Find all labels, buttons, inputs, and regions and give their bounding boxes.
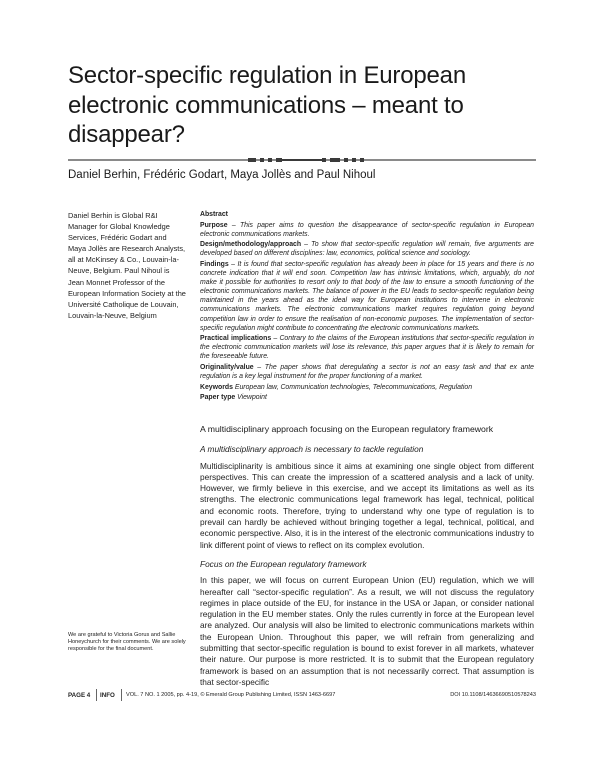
- footer-divider: [121, 689, 122, 701]
- keywords-text: European law, Communication technologies, Telecommunications, Regulation: [232, 383, 473, 391]
- abstract-block: [200, 210, 534, 404]
- page-number: PAGE 4: [68, 692, 91, 699]
- paper-title: Sector-specific regulation in European electronic communications – meant to disappear?: [68, 62, 466, 148]
- practical-text: – Contrary to the claims of the European institutions that sector-specific regulation in the electronic communication markets will lose its relevance, this paper argues that it is likely to remain for the foreseeable future.: [200, 335, 534, 361]
- purpose-label: Purpose: [200, 221, 228, 229]
- subsection-heading-2: Focus on the European regulatory framework: [200, 558, 367, 569]
- design-label: Design/methodology/approach: [200, 241, 302, 249]
- subsection-heading-1: A multidisciplinary approach is necessary to tackle regulation: [200, 444, 424, 455]
- design-text: – To show that sector-specific regulation will remain, five arguments are developed based on different disciplines: law, economics, political science and sociology.: [200, 241, 534, 258]
- page-footer: [68, 692, 536, 704]
- section-heading: A multidisciplinary approach focusing on the European regulatory framework: [200, 424, 494, 434]
- body-paragraph-1: Multidisciplinarity is ambitious since it aims at examining one single object from different perspectives. This can create the impression of a scattered analysis and a lack of unity. However, we firmly believe in this exercise, and we accept its limitations as well as its strengths. The electronic communications legal framework has legal, technical, political and economic roots. Therefore, trying to understand why one type of regulation is to prevail can hardly be achieved without bringing together a legal, technical, political, and economic perspective. Also, it is in the interest of the electronic communications industry to link different point of views to reflect on its complex evolution.: [200, 460, 534, 550]
- practical-label: Practical implications: [200, 335, 272, 343]
- findings-label: Findings: [200, 260, 229, 268]
- journal-name: INFO: [100, 692, 115, 699]
- author-list: Daniel Berhin, Frédéric Godart, Maya Jollès and Paul Nihoul: [68, 169, 376, 181]
- footer-divider: [96, 689, 97, 701]
- author-bio: Daniel Berhin is Global R&I Manager for Global Knowledge Services, Frédéric Godart and Maya Jollès are Research Analysts, all at McKinsey & Co., Louvain-la-Neuve, Belgium. Paul Nihoul is Jean Monnet Professor of the European Information Society at the Université Catholique de Louvain, Louvain-la-Neuve, Belgium: [68, 211, 186, 320]
- originality-label: Originality/value: [200, 364, 254, 371]
- findings-text: – It is found that sector-specific regulation has already been in place for 15 years and there is no concrete indication that it will end soon. Competition law has intrinsic limitations, which, arguably, do not make it possible for authorities to resort only to that body of the law to ensure a smooth functioning of the electronic communications markets. The balance of power in the EU leads to sector-specific regulation being maintained in the years ahead as the ideal way for European institutions to intervene in electronic communications markets. The electronic communications market requires regulation going beyond competition law in order to ensure the realisation of non-economic purposes. The implementation of sector-specific regulation might contribute to concentrating the electronic communications markets.: [200, 260, 534, 332]
- abstract-heading: Abstract: [200, 211, 228, 218]
- title-rule: [68, 157, 536, 163]
- papertype-label: Paper type: [200, 394, 236, 402]
- purpose-text: – This paper aims to question the disappearance of sector-specific regulation in European electronic communications markets.: [200, 221, 534, 238]
- originality-text: – The paper shows that deregulating a sector is not an easy task and that ex ante regulation is a key legal instrument for the proper functioning of a market.: [200, 364, 534, 381]
- doi-line: DOI 10.1108/14636690510578243: [450, 692, 536, 698]
- papertype-text: Viewpoint: [235, 394, 267, 402]
- body-paragraph-2: In this paper, we will focus on current European Union (EU) regulation, which we will hereafter call “sector-specific regulation”. As a result, we will not discuss the regulatory regimes in place outside of the EU, for instance in the USA or Japan, or consider national regulation in the EU member states. Only the rules currently in force at the European level are analyzed. Our analysis will also be limited to electronic communications markets within the European Union. Throughout this paper, we will refrain from generalizing and submitting that sector-specific regulation is bound to exist forever in all markets, whatever their nature. Our purpose is more restricted. It is to submit that the European regulatory framework is based on an assumption that is not necessarily correct. That assumption is that sector-specific: [200, 575, 534, 687]
- main-body: [200, 424, 534, 696]
- acknowledgement-note: We are grateful to Victoria Gorus and Sallie Honeychurch for their comments. We are solely responsible for the final document.: [68, 632, 186, 653]
- keywords-label: Keywords: [200, 383, 233, 391]
- citation-line: VOL. 7 NO. 1 2005, pp. 4-19, © Emerald Group Publishing Limited, ISSN 1463-6697: [126, 692, 336, 698]
